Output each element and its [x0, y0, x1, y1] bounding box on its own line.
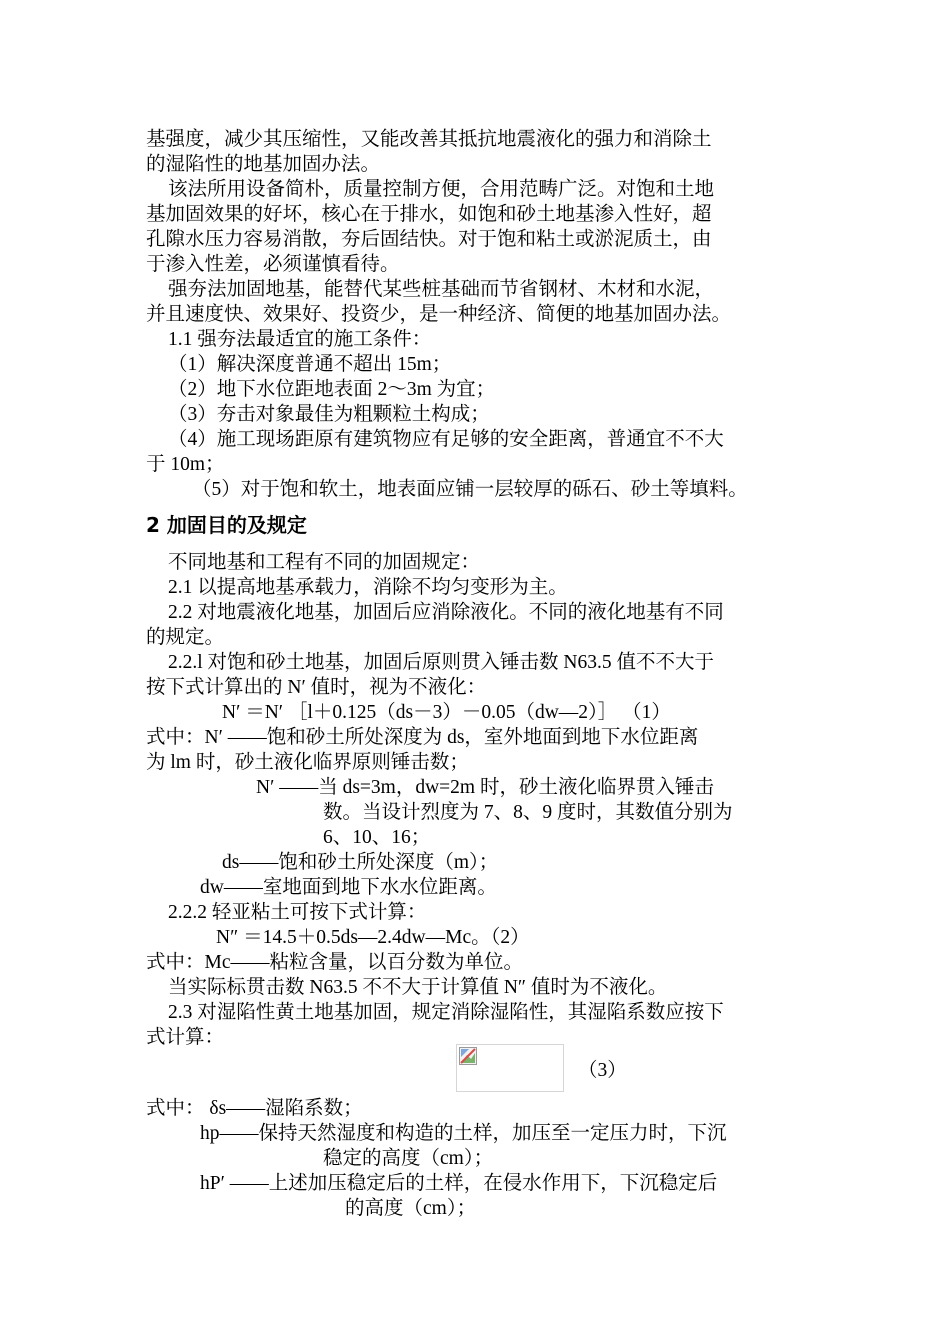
section-heading: 2 加固目的及规定 [146, 513, 307, 537]
text-line: 该法所用设备简朴，质量控制方便，合用范畴广泛。对饱和土地 [168, 179, 715, 200]
text-line: 为 lm 时，砂土液化临界原则锤击数； [146, 752, 469, 773]
definition-line: hP′ ——上述加压稳定后的土样，在侵水作用下，下沉稳定后 [200, 1173, 718, 1194]
equation-number: （3） [578, 1060, 627, 1081]
definition-line: dw——室地面到地下水水位距离。 [200, 877, 497, 898]
list-item: 于 10m； [146, 454, 225, 475]
text-line: 按下式计算出的 N′ 值时，视为不液化： [146, 677, 487, 698]
subsection-title: 2.2.l 对饱和砂土地基，加固后原则贯入锤击数 N63.5 值不不大于 [168, 652, 715, 673]
list-item: （5）对于饱和软土，地表面应铺一层较厚的砾石、砂土等填料。 [192, 479, 748, 500]
definition-line: 的高度（cm）； [345, 1198, 477, 1219]
definition-line: 6、10、16； [323, 827, 431, 848]
list-item: （4）施工现场距原有建筑物应有足够的安全距离，普通宜不不大 [168, 429, 724, 450]
definition-line: 数。当设计烈度为 7、8、9 度时，其数值分别为 [323, 802, 733, 823]
text-line: 基加固效果的好坏，核心在于排水，如饱和砂土地基渗入性好，超 [146, 204, 712, 225]
text-line: 式中：N′ ——饱和砂土所处深度为 ds，室外地面到地下水位距离 [146, 727, 699, 748]
list-item: （1）解决深度普通不超出 15m； [168, 354, 452, 375]
text-line: 的湿陷性的地基加固办法。 [146, 154, 381, 175]
text-line: 式计算： [146, 1027, 225, 1048]
definition-line: 稳定的高度（cm）； [323, 1148, 494, 1169]
text-line: 当实际标贯击数 N63.5 不不大于计算值 N″ 值时为不液化。 [168, 977, 668, 998]
text-line: 基强度，减少其压缩性，又能改善其抵抗地震液化的强力和消除土 [146, 129, 712, 150]
text-line: 并且速度快、效果好、投资少，是一种经济、简便的地基加固办法。 [146, 304, 732, 325]
subsection-title: 2.2 对地震液化地基，加固后应消除液化。不同的液化地基有不同 [168, 602, 724, 623]
formula-1: N′ ＝N′ ［l＋0.125（ds－3）－0.05（dw—2）］ （1） [222, 702, 671, 723]
list-item: （2）地下水位距地表面 2～3m 为宜； [168, 379, 496, 400]
text-line: 孔隙水压力容易消散，夯后固结快。对于饱和粘土或淤泥质土，由 [146, 229, 712, 250]
text-line: 的规定。 [146, 627, 225, 648]
subsection-title: 2.1 以提高地基承载力，消除不均匀变形为主。 [168, 577, 568, 598]
list-item: （3）夯击对象最佳为粗颗粒土构成； [168, 404, 490, 425]
subsection-title: 2.3 对湿陷性黄土地基加固，规定消除湿陷性，其湿陷系数应按下 [168, 1002, 724, 1023]
formula-3-image [456, 1044, 564, 1092]
subsection-title: 2.2.2 轻亚粘土可按下式计算： [168, 902, 427, 923]
definition-line: hp——保持天然湿度和构造的土样，加压至一定压力时，下沉 [200, 1123, 727, 1144]
formula-2: N″ ＝14.5＋0.5ds—2.4dw—Mc。（2） [216, 927, 530, 948]
definition-line: ds——饱和砂土所处深度（m）； [222, 852, 499, 873]
subsection-title: 1.1 强夯法最适宜的施工条件： [168, 329, 432, 350]
text-line: 于渗入性差，必须谨慎看待。 [146, 254, 400, 275]
broken-image-icon [459, 1047, 477, 1065]
text-line: 强夯法加固地基，能替代某些桩基础而节省钢材、木材和水泥， [168, 279, 715, 300]
text-line: 不同地基和工程有不同的加固规定： [168, 552, 481, 573]
definition-line: 式中： δs——湿陷系数； [146, 1098, 363, 1119]
definition-line: N′ ——当 ds=3m，dw=2m 时，砂土液化临界贯入锤击 [256, 777, 714, 798]
text-line: 式中：Mc——粘粒含量，以百分数为单位。 [146, 952, 523, 973]
